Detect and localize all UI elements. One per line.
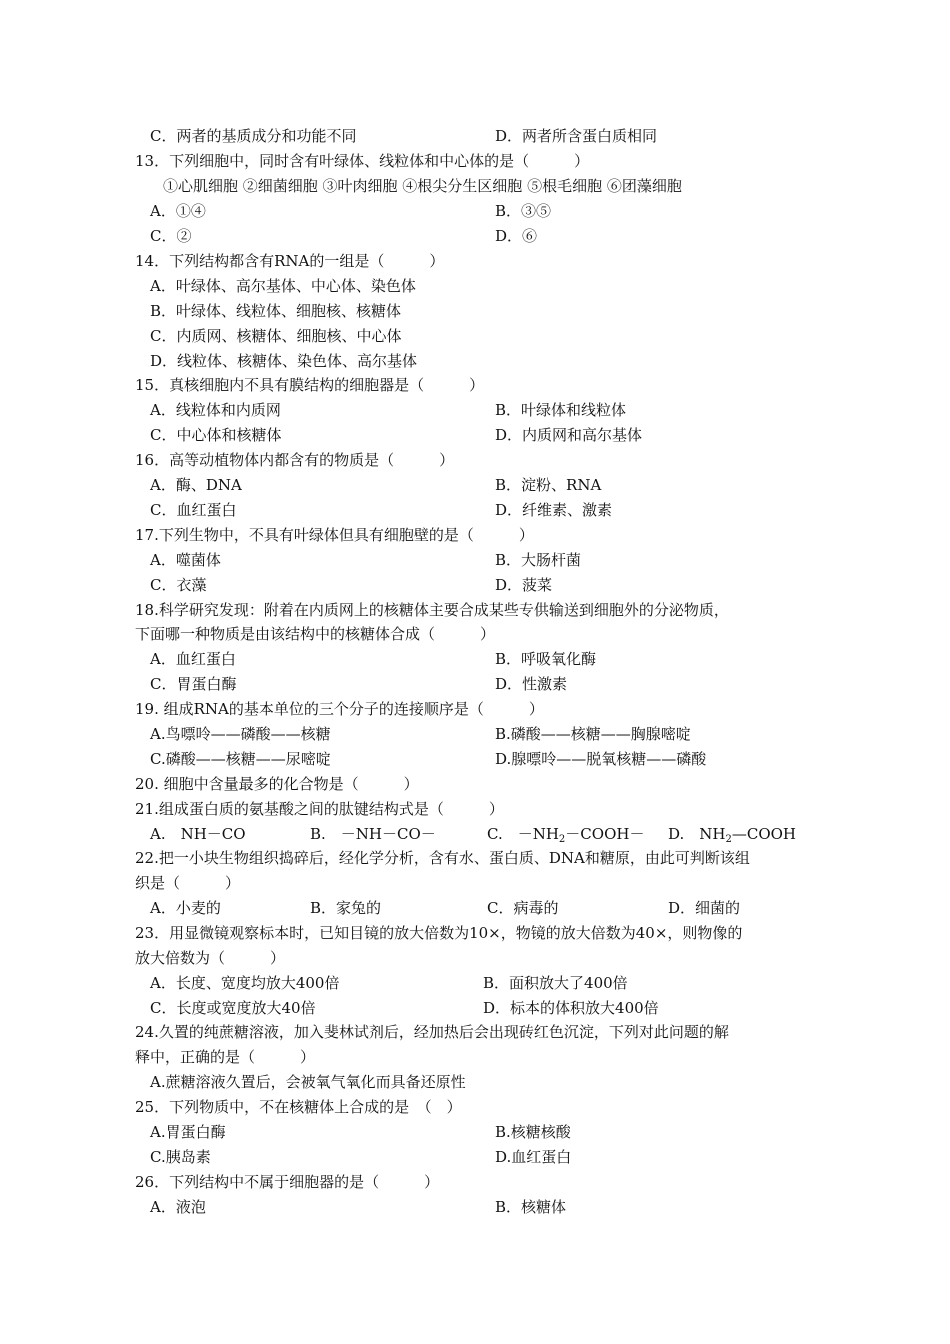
q14-option-a: A．叶绿体、高尔基体、中心体、染色体 xyxy=(150,277,416,295)
q26-option-b: B．核糖体 xyxy=(495,1198,567,1216)
q13-option-b: B．③⑤ xyxy=(495,202,552,220)
q17-option-c: C．衣藻 xyxy=(150,576,207,594)
q23-option-a: A．长度、宽度均放大400倍 xyxy=(150,974,340,992)
q19-options-ab xyxy=(150,722,830,746)
q19-option-b: B.磷酸——核糖——胸腺嘧啶 xyxy=(495,725,691,743)
q26-option-a: A．液泡 xyxy=(150,1198,206,1216)
q17-options-cd xyxy=(150,573,830,597)
q16-stem: 16．高等动植物体内都含有的物质是（ ） xyxy=(135,451,455,469)
q13-options-ab xyxy=(150,199,830,223)
q25-option-b: B.核糖核酸 xyxy=(495,1123,571,1141)
q22-option-c: C．病毒的 xyxy=(487,899,559,917)
q25-option-d: D.血红蛋白 xyxy=(495,1148,572,1166)
q14-option-b: B．叶绿体、线粒体、细胞核、核糖体 xyxy=(150,302,402,320)
q23-stem-line2: 放大倍数为（ ） xyxy=(135,949,286,967)
q17-option-b: B．大肠杆菌 xyxy=(495,551,582,569)
q22-option-b: B．家兔的 xyxy=(310,899,382,917)
q15-option-b: B．叶绿体和线粒体 xyxy=(495,401,627,419)
q16-options-ab xyxy=(150,473,830,497)
q22-stem-line2: 织是（ ） xyxy=(135,874,241,892)
q18-option-a: A．血红蛋白 xyxy=(150,650,236,668)
q22-option-d: D．细菌的 xyxy=(668,899,741,917)
q13-option-d: D．⑥ xyxy=(495,227,538,245)
q12-options-cd xyxy=(150,124,830,148)
q23-options-ab xyxy=(150,971,830,995)
q23-stem-line1: 23．用显微镜观察标本时，已知目镜的放大倍数为10×，物镜的放大倍数为40×，则物像的 xyxy=(135,924,743,942)
q21-option-d: D. $NH_2—COOH$ xyxy=(668,825,796,845)
q14-option-c: C．内质网、核糖体、细胞核、中心体 xyxy=(150,327,402,345)
q23-option-d: D．标本的体积放大400倍 xyxy=(483,999,659,1017)
q13-option-c: C．② xyxy=(150,227,192,245)
q18-stem-line2: 下面哪一种物质是由该结构中的核糖体合成（ ） xyxy=(135,625,496,643)
q18-options-ab xyxy=(150,647,830,671)
q13-list: ①心肌细胞 ②细菌细胞 ③叶肉细胞 ④根尖分生区细胞 ⑤根毛细胞 ⑥团藻细胞 xyxy=(163,177,682,195)
q14-stem: 14．下列结构都含有RNA的一组是（ ） xyxy=(135,252,445,270)
q15-stem: 15．真核细胞内不具有膜结构的细胞器是（ ） xyxy=(135,376,485,394)
q21-option-a: A. NH－CO xyxy=(150,825,246,843)
q21-options xyxy=(135,822,815,846)
q18-stem-line1: 18.科学研究发现：附着在内质网上的核糖体主要合成某些专供输送到细胞外的分泌物质， xyxy=(135,601,729,619)
q18-option-c: C．胃蛋白酶 xyxy=(150,675,237,693)
q17-option-a: A．噬菌体 xyxy=(150,551,221,569)
q13-stem: 13．下列细胞中，同时含有叶绿体、线粒体和中心体的是（ ） xyxy=(135,152,590,170)
q14-option-d: D．线粒体、核糖体、染色体、高尔基体 xyxy=(150,352,418,370)
q26-options-ab xyxy=(150,1195,830,1219)
q15-option-a: A．线粒体和内质网 xyxy=(150,401,281,419)
q25-option-a: A.胃蛋白酶 xyxy=(150,1123,226,1141)
q12-option-d: D．两者所含蛋白质相同 xyxy=(495,127,658,145)
q17-stem: 17.下列生物中，不具有叶绿体但具有细胞壁的是（ ） xyxy=(135,526,534,544)
q15-option-c: C．中心体和核糖体 xyxy=(150,426,282,444)
q16-option-d: D．纤维素、激素 xyxy=(495,501,613,519)
q16-option-b: B．淀粉、RNA xyxy=(495,476,602,494)
q24-option-a: A.蔗糖溶液久置后，会被氧气氧化而具备还原性 xyxy=(150,1073,466,1091)
q21-option-b: B. －NH－CO－ xyxy=(310,825,436,843)
q17-options-ab xyxy=(150,548,830,572)
q23-option-c: C．长度或宽度放大40倍 xyxy=(150,999,316,1017)
q22-options xyxy=(135,896,815,920)
q21-stem: 21.组成蛋白质的氨基酸之间的肽键结构式是（ ） xyxy=(135,800,504,818)
q19-option-d: D.腺嘌呤——脱氧核糖——磷酸 xyxy=(495,750,707,768)
q16-option-c: C．血红蛋白 xyxy=(150,501,237,519)
q13-option-a: A．①④ xyxy=(150,202,206,220)
q19-stem: 19. 组成RNA的基本单位的三个分子的连接顺序是（ ） xyxy=(135,700,544,718)
q24-stem-line2: 释中，正确的是（ ） xyxy=(135,1048,316,1066)
q24-stem-line1: 24.久置的纯蔗糖溶液，加入斐林试剂后，经加热后会出现砖红色沉淀，下列对此问题的解 xyxy=(135,1023,729,1041)
q19-option-a: A.鸟嘌呤——磷酸——核糖 xyxy=(150,725,331,743)
q19-option-c: C.磷酸——核糖——尿嘧啶 xyxy=(150,750,331,768)
q23-option-b: B．面积放大了400倍 xyxy=(483,974,628,992)
q15-options-cd xyxy=(150,423,830,447)
q25-options-ab xyxy=(150,1120,830,1144)
q20-stem: 20. 细胞中含量最多的化合物是（ ） xyxy=(135,775,419,793)
q17-option-d: D．菠菜 xyxy=(495,576,553,594)
q18-option-b: B．呼吸氧化酶 xyxy=(495,650,597,668)
q25-option-c: C.胰岛素 xyxy=(150,1148,211,1166)
q25-stem: 25．下列物质中，不在核糖体上合成的是 （ ） xyxy=(135,1098,462,1116)
q25-options-cd xyxy=(150,1145,830,1169)
q22-option-a: A．小麦的 xyxy=(150,899,221,917)
q16-options-cd xyxy=(150,498,830,522)
q22-stem-line1: 22.把一小块生物组织捣碎后，经化学分析，含有水、蛋白质、DNA和糖原，由此可判断该组 xyxy=(135,849,750,867)
q18-option-d: D．性激素 xyxy=(495,675,568,693)
q15-option-d: D．内质网和高尔基体 xyxy=(495,426,643,444)
q12-option-c: C．两者的基质成分和功能不同 xyxy=(150,127,357,145)
q19-options-cd xyxy=(150,747,830,771)
q15-options-ab xyxy=(150,398,830,422)
q23-options-cd xyxy=(150,996,830,1020)
q13-options-cd xyxy=(150,224,830,248)
q18-options-cd xyxy=(150,672,830,696)
q21-option-c: C. $-NH_2-COOH-$ xyxy=(487,825,645,845)
q16-option-a: A．酶、DNA xyxy=(150,476,242,494)
q26-stem: 26．下列结构中不属于细胞器的是（ ） xyxy=(135,1173,440,1191)
